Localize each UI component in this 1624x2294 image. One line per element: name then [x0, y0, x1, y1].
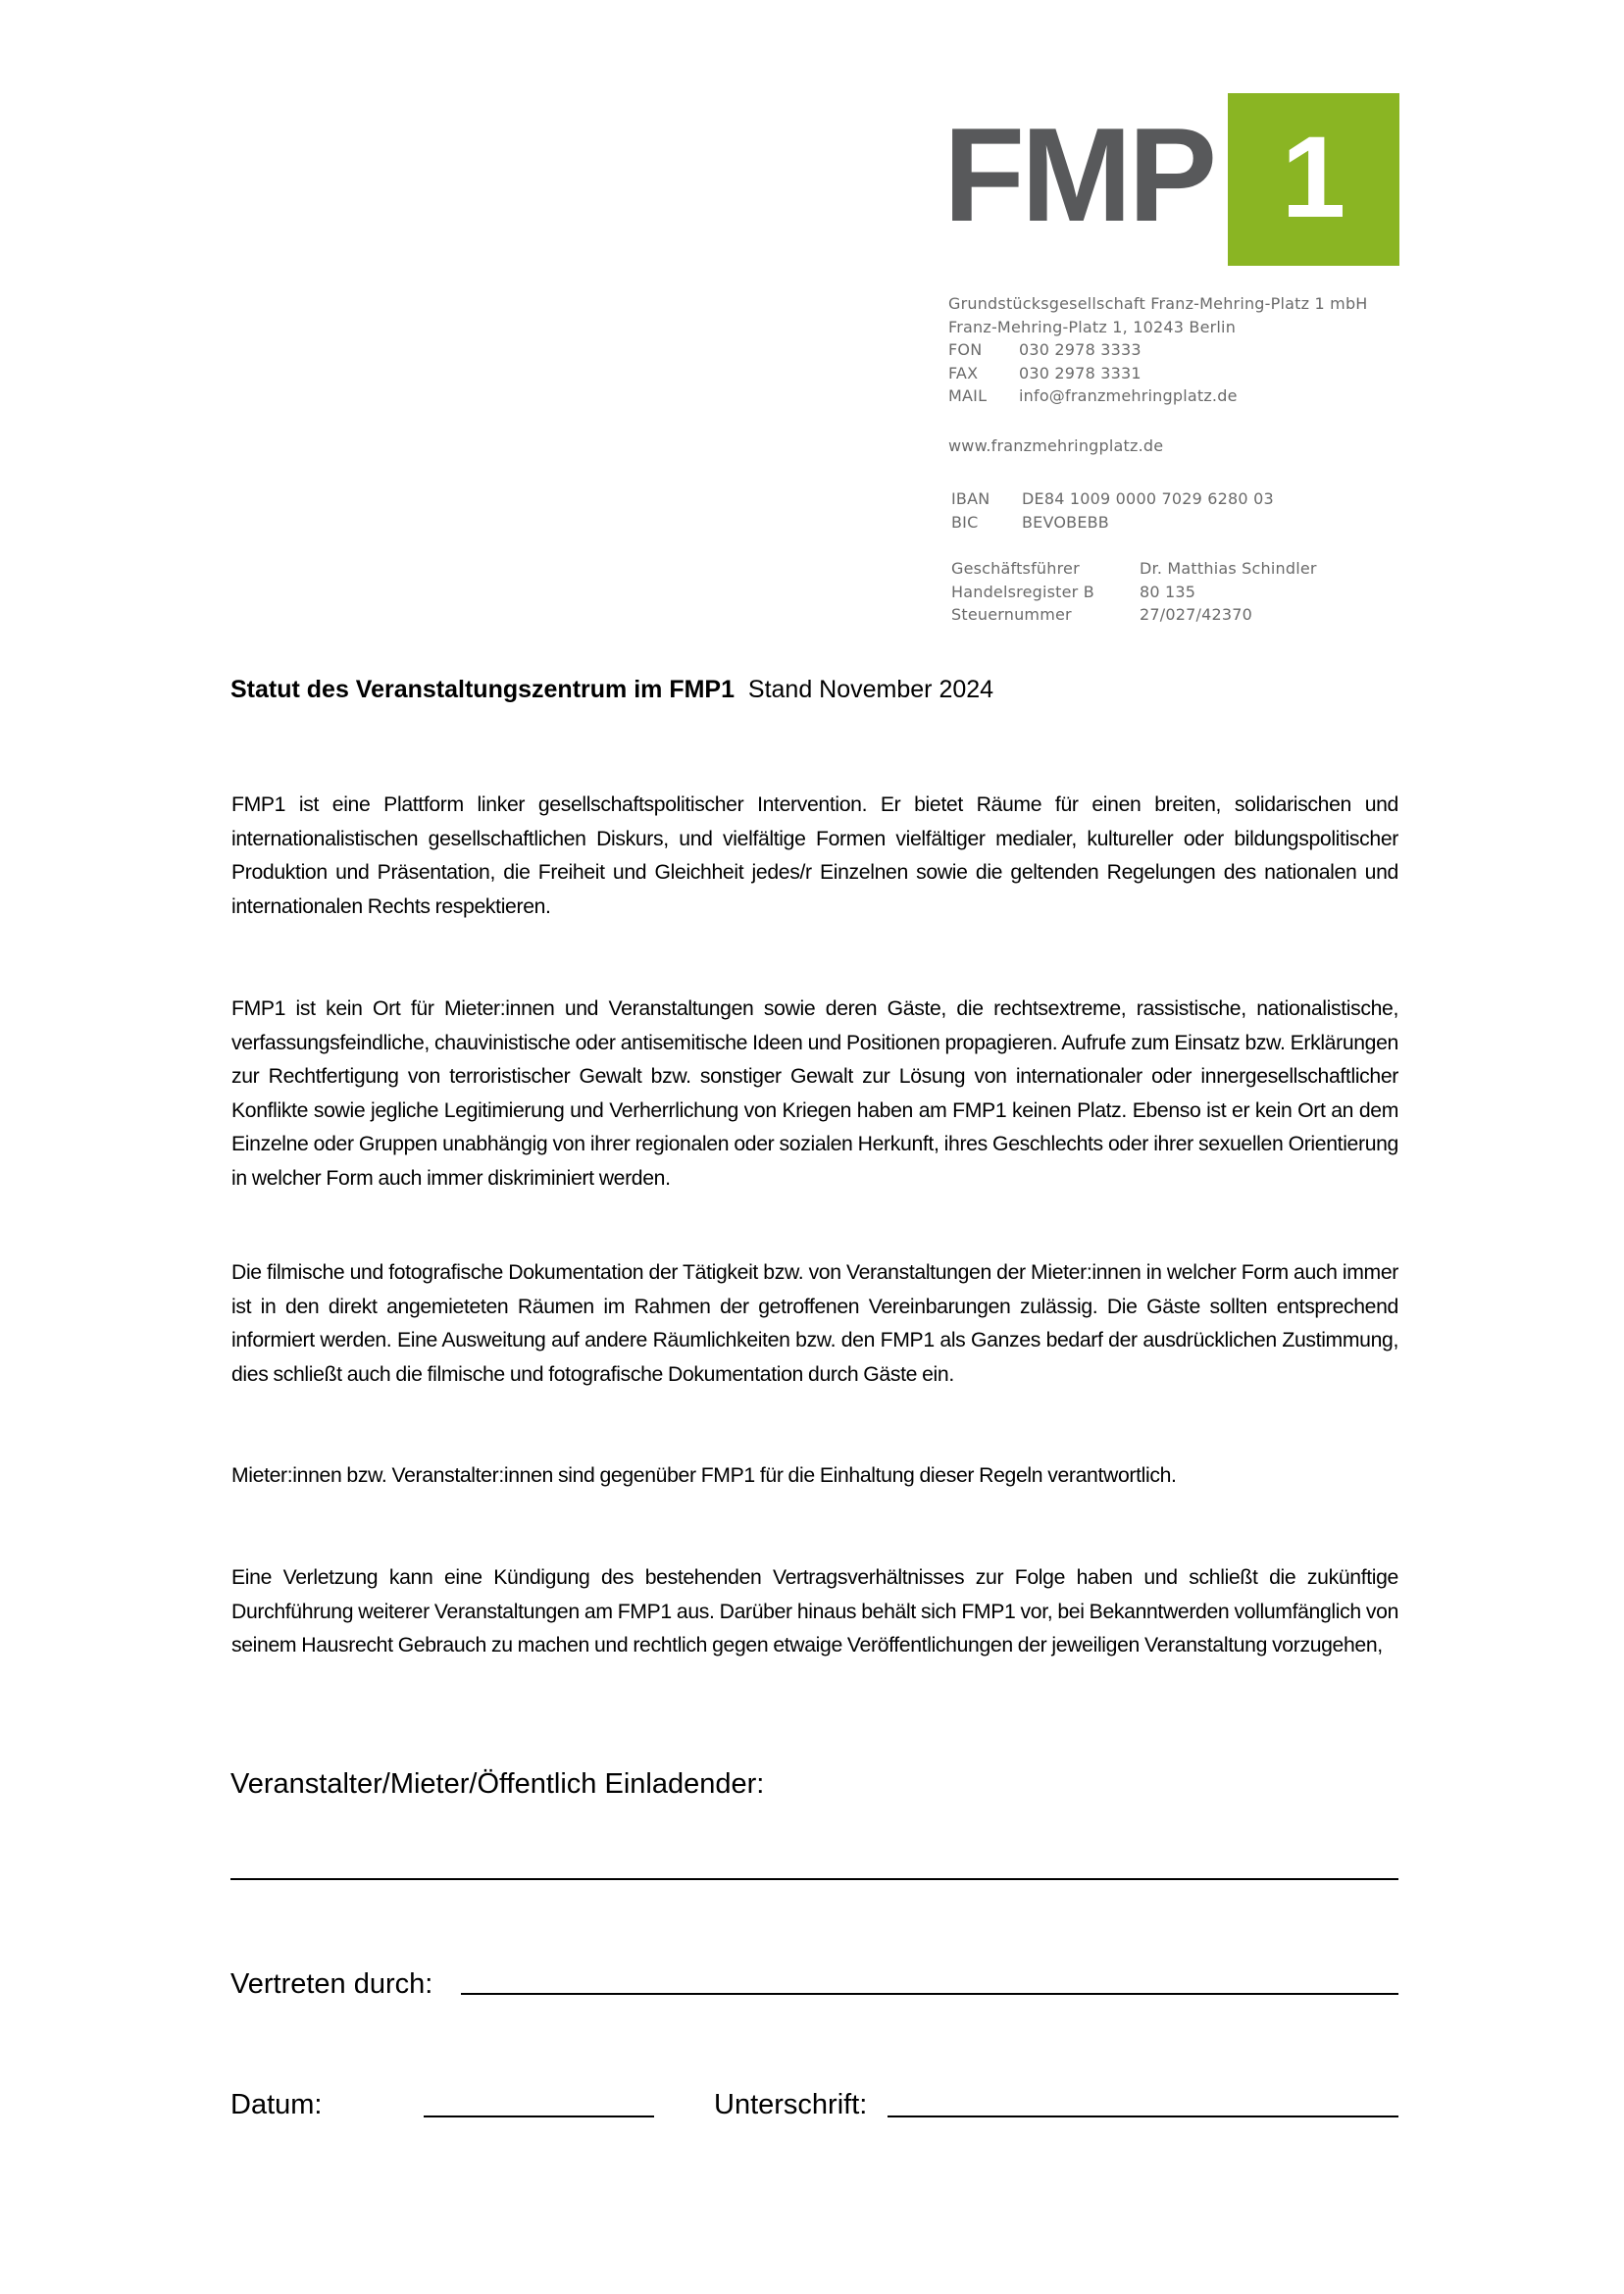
phone-label: FON — [948, 340, 983, 359]
iban-value: DE84 1009 0000 7029 6280 03 — [1022, 489, 1274, 508]
organizer-field[interactable] — [230, 1878, 1398, 1880]
mail-label: MAIL — [948, 386, 988, 405]
paragraph-documentation: Die filmische und fotografische Dokumentation der Tätigkeit bzw. von Veranstaltungen der Mieter:innen in welcher Form auch immer ist in den direkt angemieteten Räumen im Rahmen der getroffenen Vereinbarungen zulässig. Die Gäste sollten entsprechend informiert werden. Eine Ausweitung auf andere Räumlichkeiten bzw. den FMP1 als Ganzes bedarf der ausdrücklichen Zustimmung, dies schließt auch die filmische und fotografische Dokumentation durch Gäste ein. — [231, 1261, 1398, 1386]
company-name: Grundstücksgesellschaft Franz-Mehring-Platz 1 mbH — [948, 294, 1368, 313]
contact-mail — [948, 384, 1368, 408]
commercial-register-value: 80 135 — [1140, 582, 1196, 601]
title-status: Stand November 2024 — [747, 676, 994, 703]
bank-bic — [951, 511, 1274, 535]
tax-number-value: 27/027/42370 — [1140, 605, 1252, 624]
logo-fmp-text: FMP — [943, 100, 1214, 249]
logo-number-one: 1 — [1281, 113, 1346, 242]
letterhead-bank — [951, 487, 1274, 534]
tax-number-label: Steuernummer — [951, 605, 1072, 624]
contact-phone — [948, 338, 1368, 362]
contact-fax — [948, 362, 1368, 385]
registry-tax — [951, 603, 1317, 627]
iban-label: IBAN — [951, 489, 990, 508]
represented-by-label: Vertreten durch: — [230, 1968, 433, 2000]
bank-iban — [951, 487, 1274, 511]
paragraph-exclusions: FMP1 ist kein Ort für Mieter:innen und Veranstaltungen sowie deren Gäste, die rechtsextreme, rassistische, nationalistische, verfassungsfeindliche, chauvinistische oder antisemitische Ideen und Positionen propagieren. Aufrufe zum Einsatz bzw. Erklärungen zur Rechtfertigung von terroristischer Gewalt bzw. sonstiger Gewalt zur Lösung von internationaler oder innergesellschaftlicher Konflikte sowie jegliche Legitimierung und Verherrlichung von Kriegen haben am FMP1 keinen Platz. Ebenso ist er kein Ort an dem Einzelne oder Gruppen unabhängig von ihrer regionalen oder sozialen Herkunft, ihres Geschlechts oder ihrer sexuellen Orientierung in welcher Form auch immer diskriminiert werden. — [231, 997, 1398, 1190]
letterhead-website-block — [948, 434, 1163, 458]
document-title — [230, 673, 993, 706]
website-link[interactable]: www.franzmehringplatz.de — [948, 436, 1164, 455]
ceo-label: Geschäftsführer — [951, 559, 1080, 578]
logo-green-box — [1228, 93, 1399, 266]
company-address: Franz-Mehring-Platz 1, 10243 Berlin — [948, 317, 1237, 336]
letterhead-contact — [948, 292, 1368, 408]
date-label: Datum: — [230, 2089, 323, 2120]
fax-label: FAX — [948, 363, 979, 382]
registry-commercial — [951, 581, 1317, 604]
signature-label: Unterschrift: — [714, 2089, 868, 2120]
registry-ceo — [951, 557, 1317, 581]
bic-label: BIC — [951, 512, 979, 532]
letterhead-registry — [951, 557, 1317, 627]
ceo-value: Dr. Matthias Schindler — [1140, 559, 1317, 578]
mail-value[interactable]: info@franzmehringplatz.de — [1019, 386, 1238, 405]
fax-value: 030 2978 3331 — [1019, 363, 1142, 382]
paragraph-responsibility: Mieter:innen bzw. Veranstalter:innen sind gegenüber FMP1 für die Einhaltung dieser Regeln verantwortlich. — [231, 1464, 1177, 1487]
title-main: Statut des Veranstaltungszentrum im FMP1 — [230, 676, 735, 703]
organizer-label: Veranstalter/Mieter/Öffentlich Einladender: — [230, 1768, 765, 1800]
phone-value: 030 2978 3333 — [1019, 340, 1142, 359]
bic-value: BEVOBEBB — [1022, 512, 1109, 532]
commercial-register-label: Handelsregister B — [951, 582, 1094, 601]
date-field[interactable] — [424, 2116, 654, 2117]
signature-field[interactable] — [888, 2116, 1398, 2117]
represented-by-field[interactable] — [461, 1993, 1398, 1995]
paragraph-mission: FMP1 ist eine Plattform linker gesellschaftspolitischer Intervention. Er bietet Räume für einen breiten, solidarischen und internationalistischen gesellschaftlichen Diskurs, und vielfältige Formen vielfältiger medialer, kultureller oder bildungspolitischer Produktion und Präsentation, die Freiheit und Gleichheit jedes/r Einzelnen sowie die geltenden Regelungen des nationalen und internationalen Rechts respektieren. — [231, 793, 1398, 918]
paragraph-violations: Eine Verletzung kann eine Kündigung des bestehenden Vertragsverhältnisses zur Folge haben und schließt die zukünftige Durchführung weiterer Veranstaltungen am FMP1 aus. Darüber hinaus behält sich FMP1 vor, bei Bekanntwerden vollumfänglich von seinem Hausrecht Gebrauch zu machen und rechtlich gegen etwaige Veröffentlichungen der jeweiligen Veranstaltung vorzugehen, — [231, 1566, 1398, 1657]
